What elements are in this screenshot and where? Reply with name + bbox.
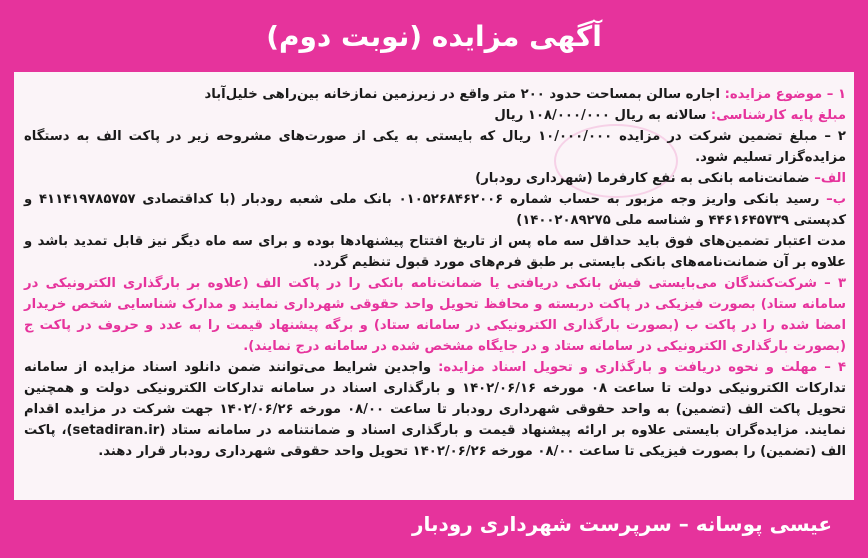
item-4-label: ۴ – مهلت و نحوه دریافت و بارگذاری و تحویل اسناد مزایده: (438, 360, 846, 375)
base-price (24, 105, 846, 126)
title-band (14, 14, 854, 72)
base-price-text: سالانه به ریال ۱۰۸/۰۰۰/۰۰۰ ریال (494, 108, 707, 123)
option-b-label: ب– (826, 192, 847, 207)
option-a-label: الف– (814, 171, 846, 186)
validity-text: مدت اعتبار تضمین‌های فوق باید حداقل سه ماه پس از تاریخ افتتاح پیشنهادها بوده و برای سه ماه دیگر نیز قابل تمدید باشد و علاوه بر آن ضمانت‌نامه‌های بانکی بایستی بر طبق فرم‌های مورد قبول تنظیم گردد. (24, 234, 846, 270)
option-b-text: رسید بانکی واریز وجه مزبور به حساب شماره ۰۱۰۵۲۶۸۴۶۲۰۰۶ بانک ملی شعبه رودبار (با کداقتصادی ۴۱۱۴۱۹۷۸۵۷۵۷ و کدپستی ۴۴۶۱۶۴۵۷۳۹ و شناسه ملی ۱۴۰۰۲۰۸۹۲۷۵) (24, 192, 846, 228)
base-price-label: مبلغ پایه کارشناسی: (710, 108, 846, 123)
item-3: ۳ – شرکت‌کنندگان می‌بایستی فیش بانکی دریافتی یا ضمانت‌نامه بانکی را در پاکت الف (علاوه بر بارگذاری الکترونیکی در سامانه ستاد) بصورت فیزیکی در پاکت دربسته و محافظ تحویل واحد حقوقی شهرداری نمایند و مدارک شناسایی شخص خریدار امضا شده را در پاکت ب (بصورت بارگذاری الکترونیکی در سامانه ستاد) و برگه پیشنهاد قیمت را به عدد و حروف در پاکت ج (بصورت بارگذاری الکترونیکی در سامانه ستاد و در جایگاه مشخص شده در سامانه درج نمایند). (24, 276, 846, 354)
item-1-text: اجاره سالن بمساحت حدود ۲۰۰ متر واقع در زیرزمین نمازخانه بین‌راهی خلیل‌آباد (204, 87, 720, 102)
footer-band (14, 500, 854, 544)
notice-body (24, 84, 846, 462)
option-b (24, 189, 846, 231)
item-1 (24, 84, 846, 105)
option-a (24, 168, 846, 189)
item-1-label: ۱ – موضوع مزایده: (724, 87, 846, 102)
option-a-text: ضمانت‌نامه بانکی به نفع کارفرما (شهرداری رودبار) (475, 171, 810, 186)
item-2: ۲ – مبلغ تضمین شرکت در مزایده ۱۰/۰۰۰/۰۰۰ ریال که بایستی به یکی از صورت‌های مشروحه زیر در پاکت الف به دستگاه مزایده‌گزار تسلیم شود. (24, 129, 846, 165)
signature-line: عیسی پوسانه – سرپرست شهرداری رودبار (411, 512, 832, 536)
item-4-text: واجدین شرایط می‌توانند ضمن دانلود اسناد مزایده از سامانه تدارکات الکترونیکی دولت تا ساعت ۰۸ مورخه ۱۴۰۲/۰۶/۱۶ و بارگذاری اسناد در سامانه تدارکات الکترونیکی دولت و همچنین تحویل پاکت الف (تضمین) به واحد حقوقی شهرداری رودبار تا ساعت ۰۸/۰۰ مورخه ۱۴۰۲/۰۶/۲۶ جهت شرکت در مزایده اقدام نمایند. مزایده‌گران بایستی علاوه بر ارائه پیشنهاد قیمت و بارگذاری اسناد و ضمانتنامه در سامانه ستاد (setadiran.ir)، پاکت الف (تضمین) را بصورت فیزیکی تا ساعت ۰۸/۰۰ مورخه ۱۴۰۲/۰۶/۲۶ تحویل واحد حقوقی شهرداری رودبار قرار دهند. (24, 360, 846, 459)
item-4 (24, 357, 846, 462)
notice-title: آگهی مزایده (نوبت دوم) (266, 20, 602, 53)
